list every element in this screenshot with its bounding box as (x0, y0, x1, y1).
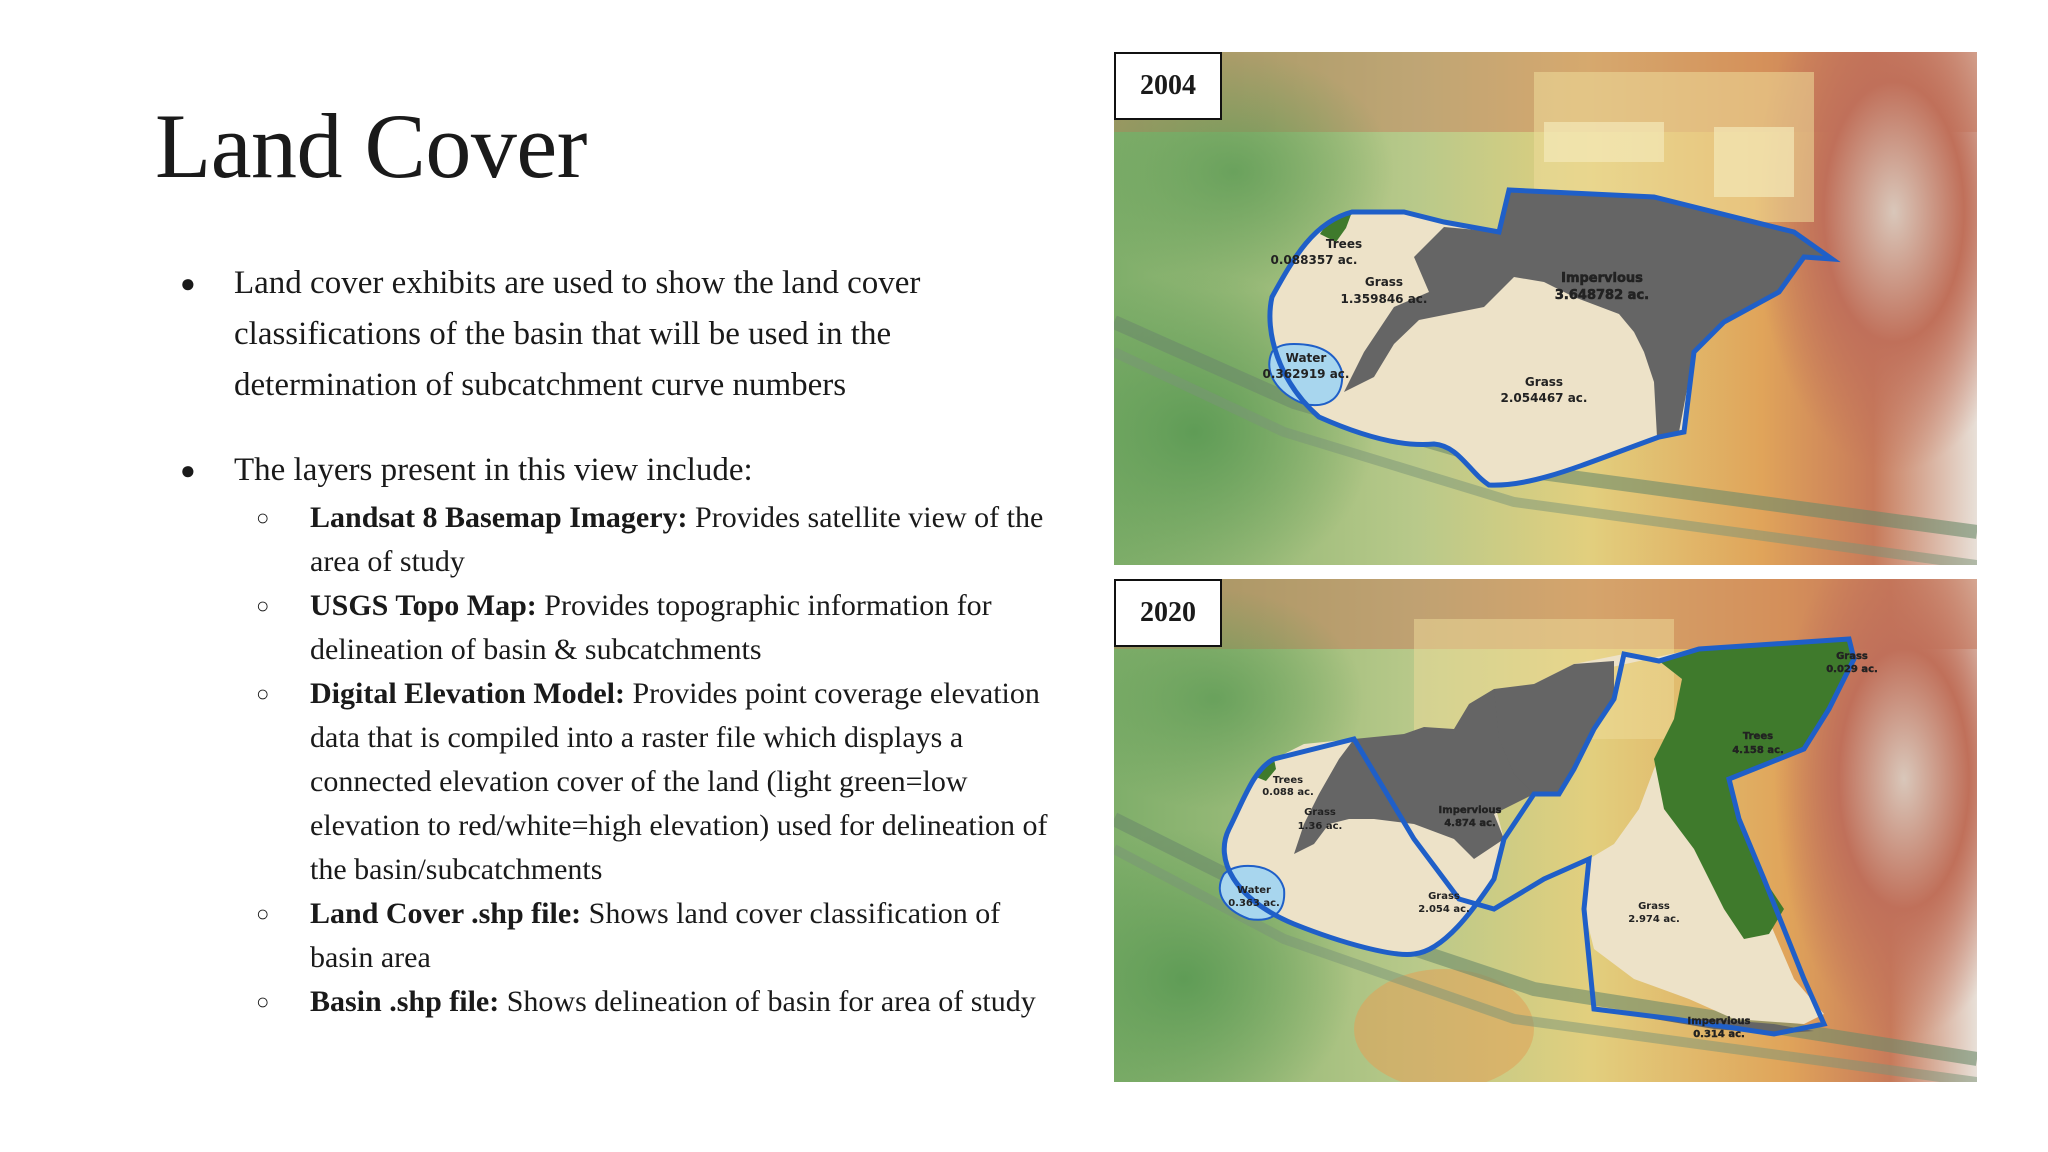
circle-bullet-icon: ○ (256, 989, 270, 1014)
bullet-text: The layers present in this view include: (234, 452, 753, 488)
label-area: 0.362919 ac. (1262, 367, 1350, 381)
label-name: Trees (1325, 237, 1363, 251)
bullet-dot: ● (180, 269, 196, 298)
map-2020-image (1114, 579, 1977, 1082)
layer-desc: Provides point coverage elevation data that is compiled into a raster file which displays a connected elevation cover of the land (light green=low elevation to red/white=high elevation) used for delineation of the basin/subcatchments (310, 677, 1048, 886)
label-area: 0.088 ac. (1262, 787, 1314, 798)
label-area: 4.158 ac. (1732, 745, 1784, 756)
year-label-2004: 2004 (1114, 52, 1222, 120)
layer-desc: Provides topographic information for delineation of basin & subcatchments (310, 589, 992, 666)
label-area: 2.054 ac. (1418, 904, 1470, 915)
layer-list (170, 496, 1050, 1024)
label-name: Impervious (1561, 271, 1643, 286)
label-area: 1.359846 ac. (1340, 292, 1428, 306)
layer-desc: Provides satellite view of the area of study (310, 501, 1044, 578)
layer-item (170, 980, 1050, 1024)
label-area: 0.088357 ac. (1270, 253, 1358, 267)
bullet-list (170, 258, 1050, 1024)
layer-name: Basin .shp file: (310, 985, 500, 1018)
label-area: 0.363 ac. (1228, 898, 1280, 909)
label-name: Impervious (1438, 805, 1502, 816)
map-2004 (1114, 52, 1977, 565)
label-name: Trees (1272, 775, 1304, 786)
label-name: Grass (1364, 275, 1404, 289)
label-name: Water (1237, 885, 1271, 896)
label-name: Impervious (1687, 1016, 1751, 1027)
layer-item (170, 584, 1050, 672)
circle-bullet-icon: ○ (256, 505, 270, 530)
bullet-text: Land cover exhibits are used to show the land cover classifications of the basin that will be used in the determination of subcatchment curve numbers (234, 265, 921, 403)
label-name: Grass (1524, 375, 1564, 389)
circle-bullet-icon: ○ (256, 593, 270, 618)
label-area: 3.648782 ac. (1554, 288, 1650, 303)
layer-item (170, 892, 1050, 980)
bullet-dot: ● (180, 456, 196, 485)
layer-name: Digital Elevation Model: (310, 677, 625, 710)
bullet-item (170, 258, 1050, 411)
layer-desc: Shows delineation of basin for area of study (506, 985, 1036, 1018)
label-name: Grass (1428, 891, 1460, 902)
label-area: 4.874 ac. (1444, 818, 1496, 829)
label-name: Grass (1638, 901, 1670, 912)
layer-item (170, 496, 1050, 584)
label-area: 1.36 ac. (1297, 821, 1343, 832)
label-area: 0.029 ac. (1826, 664, 1878, 675)
label-area: 2.974 ac. (1628, 914, 1680, 925)
label-area: 0.314 ac. (1693, 1029, 1745, 1040)
layer-name: Land Cover .shp file: (310, 897, 582, 930)
label-name: Grass (1836, 651, 1868, 662)
bullet-item (170, 445, 1050, 496)
year-label-2020: 2020 (1114, 579, 1222, 647)
layer-item (170, 672, 1050, 892)
circle-bullet-icon: ○ (256, 681, 270, 706)
map-2020 (1114, 579, 1977, 1082)
label-name: Grass (1304, 807, 1336, 818)
layer-desc: Shows land cover classification of basin area (310, 897, 1001, 974)
circle-bullet-icon: ○ (256, 901, 270, 926)
label-area: 2.054467 ac. (1500, 391, 1588, 405)
layer-name: USGS Topo Map: (310, 589, 537, 622)
layer-name: Landsat 8 Basemap Imagery: (310, 501, 688, 534)
slide-title: Land Cover (155, 95, 587, 197)
label-name: Trees (1742, 731, 1774, 742)
map-2004-image (1114, 52, 1977, 565)
label-name: Water (1285, 351, 1327, 365)
